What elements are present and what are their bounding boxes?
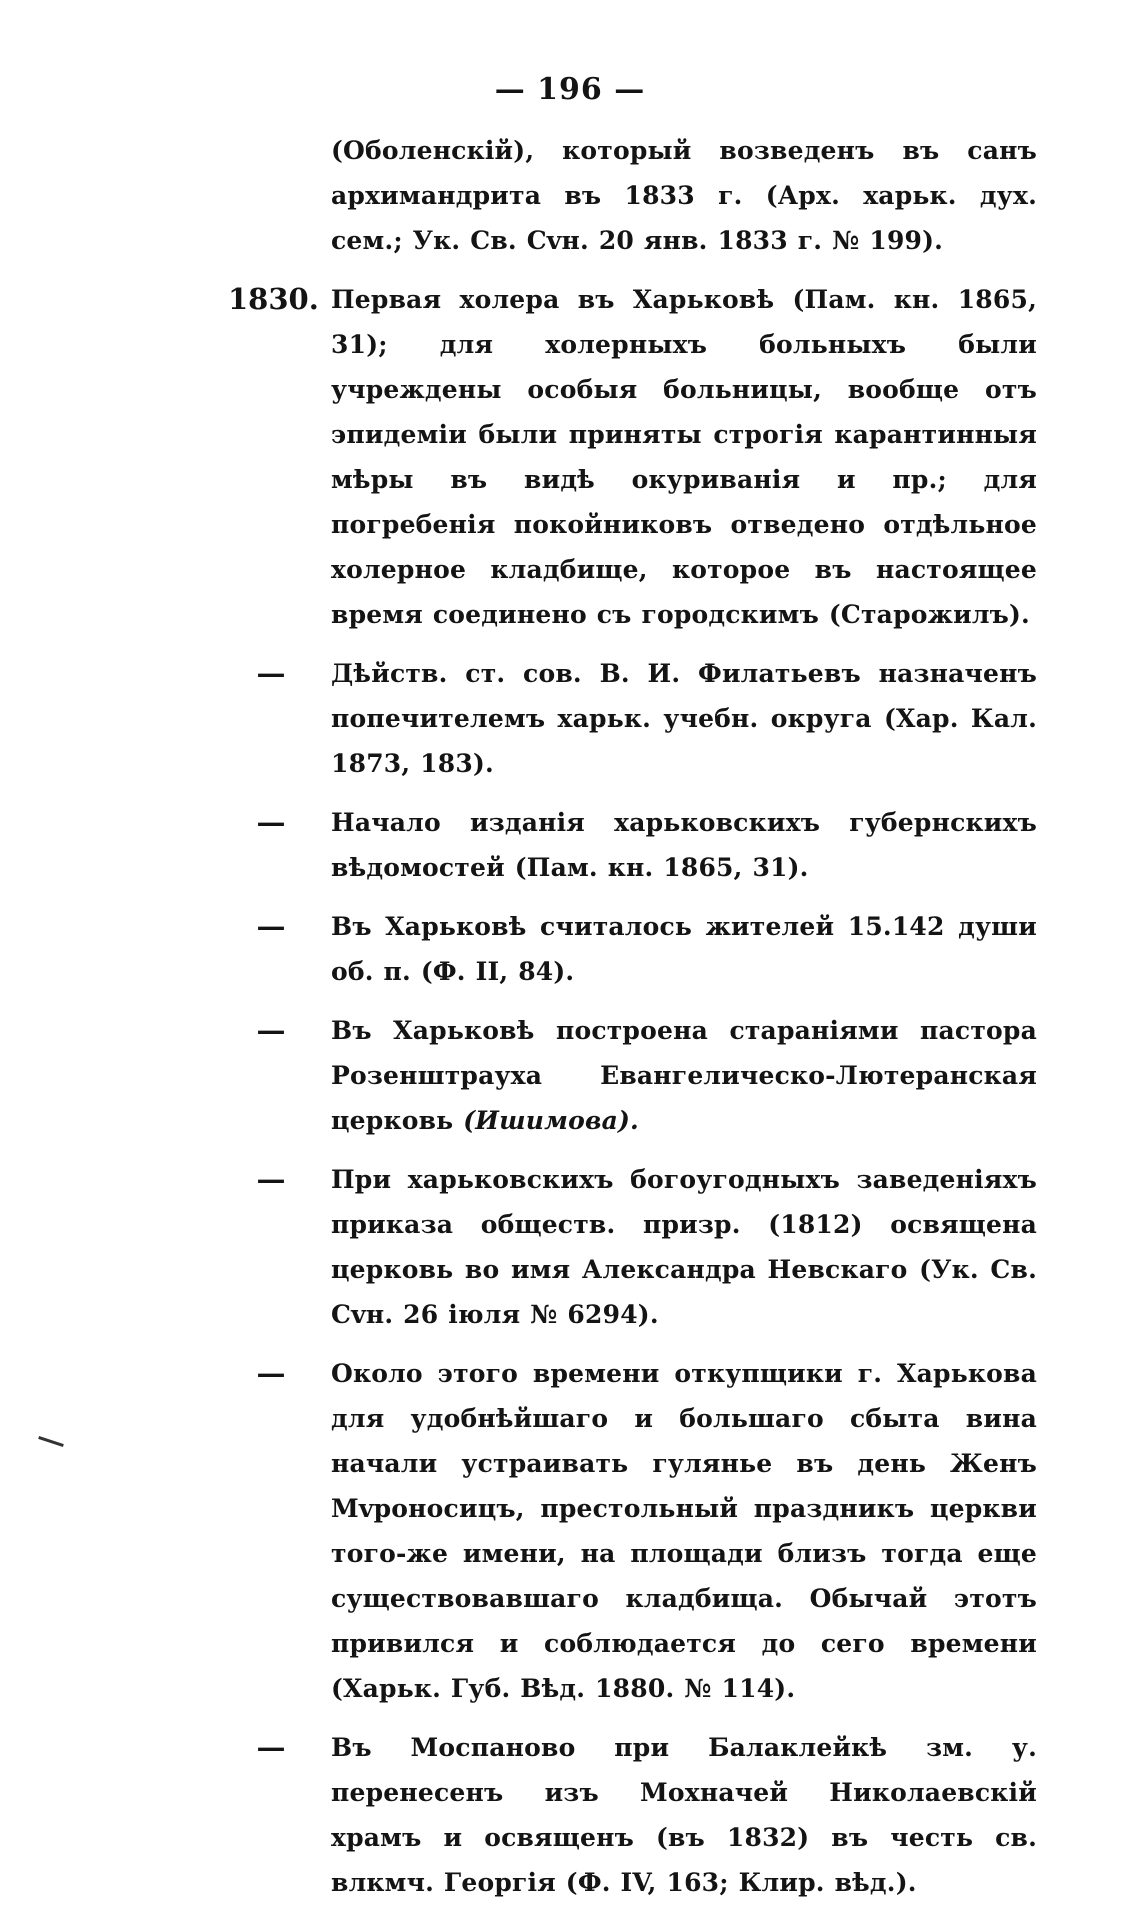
chronicle-entry: [0, 1008, 1140, 1143]
entry-dash-marker: —: [256, 1162, 286, 1196]
entry-text: Дѣйств. ст. сов. В. И. Филатьевъ назначенъ попечителемъ харьк. учебн. округа (Хар. Кал. 1873, 183).: [331, 659, 1037, 778]
page-number: — 196 —: [494, 72, 646, 107]
entry-text: (Оболенскій), который возведенъ въ санъ архимандрита въ 1833 г. (Арх. харьк. дух. сем.; Ук. Св. Сvн. 20 янв. 1833 г. № 199).: [331, 136, 1037, 255]
chronicle-entry: [0, 651, 1140, 786]
entry-text: Около этого времени откупщики г. Харькова для удобнѣйшаго и большаго сбыта вина начали устраивать гулянье въ день Женъ Мvроносицъ, престольный праздникъ церкви того-же имени, на площади близъ тогда еще существовавшаго кладбища. Обычай этотъ привился и соблюдается до сего времени (Харьк. Губ. Вѣд. 1880. № 114).: [331, 1359, 1037, 1703]
entry-source-italic: (Ишимова).: [463, 1106, 639, 1135]
chronicle-entry: [0, 904, 1140, 994]
chronicle-entry: [0, 1351, 1140, 1711]
entry-text: Въ Харьковѣ считалось жителей 15.142 души об. п. (Ф. II, 84).: [331, 912, 1037, 986]
chronicle-entry: [0, 800, 1140, 890]
chronicle-entry: [0, 1725, 1140, 1905]
chronicle-entry: [0, 128, 1140, 263]
chronicle-entry: [0, 1157, 1140, 1337]
chronicle-entries: [0, 128, 1140, 1919]
entry-text: Первая холера въ Харьковѣ (Пам. кн. 1865, 31); для холерныхъ больныхъ были учреждены особыя больницы, вообще отъ эпидеміи были приняты строгія карантинныя мѣры въ видѣ окуриванія и пр.; для погребенія покойниковъ отведено отдѣльное холерное кладбище, которое въ настоящее время соединено съ городскимъ (Старожилъ).: [331, 285, 1037, 629]
entry-text: [331, 1008, 1037, 1143]
entry-text: При харьковскихъ богоугодныхъ заведеніяхъ приказа обществ. призр. (1812) освящена церковь во имя Александра Невскаго (Ук. Св. Сvн. 26 іюля № 6294).: [331, 1165, 1037, 1329]
chronicle-entry: [0, 277, 1140, 637]
entry-text-main: Въ Харьковѣ построена стараніями пастора Розенштрауха Евангелическо-Лютеранская церковь: [331, 1016, 1037, 1135]
entry-text: Въ Моспаново при Балаклейкѣ зм. у. перенесенъ изъ Мохначей Николаевскій храмъ и освященъ (въ 1832) въ честь св. влкмч. Георгія (Ф. IV, 163; Клир. вѣд.).: [331, 1733, 1037, 1897]
entry-dash-marker: —: [256, 1356, 286, 1390]
entry-dash-marker: —: [256, 805, 286, 839]
entry-dash-marker: —: [256, 909, 286, 943]
entry-text: Начало изданія харьковскихъ губернскихъ вѣдомостей (Пам. кн. 1865, 31).: [331, 808, 1037, 882]
entry-dash-marker: —: [256, 1730, 286, 1764]
entry-dash-marker: —: [256, 1013, 286, 1047]
entry-year: 1830.: [228, 282, 319, 316]
entry-dash-marker: —: [256, 656, 286, 690]
